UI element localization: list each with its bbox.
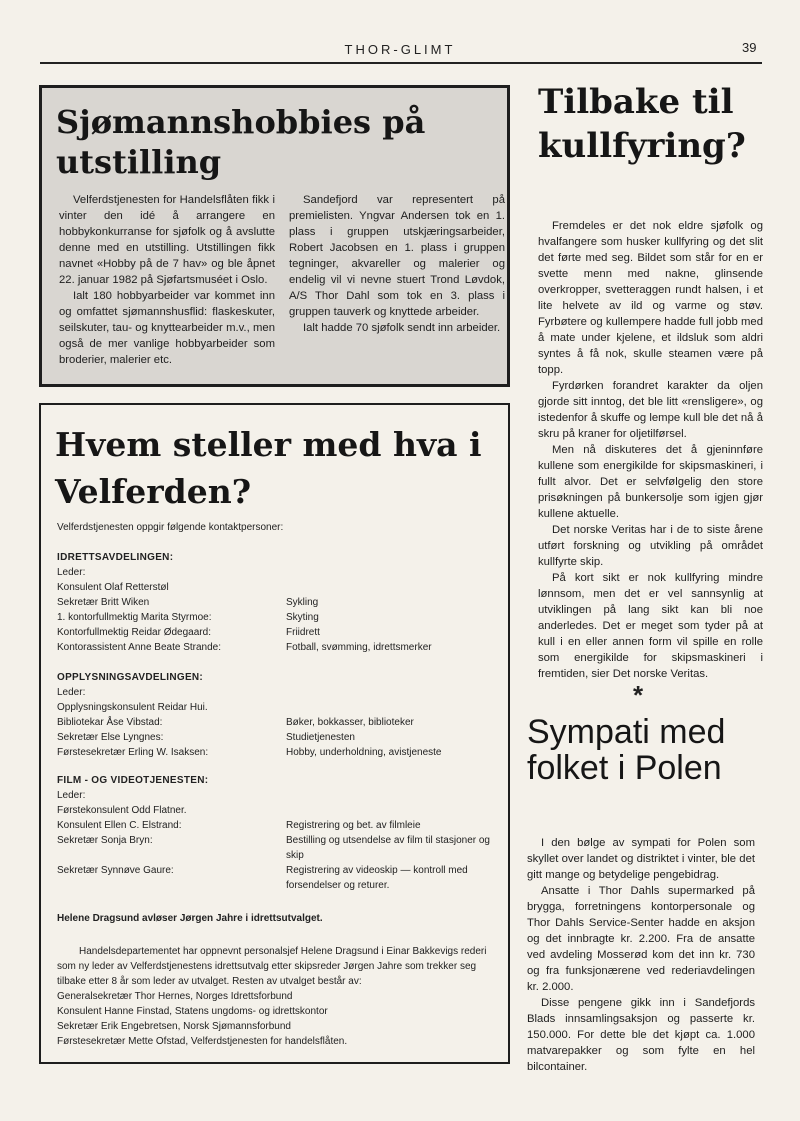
department-film-video: [57, 773, 497, 893]
committee-member: Generalsekretær Thor Hernes, Norges Idrettsforbund: [57, 991, 293, 1002]
paragraph: Ialt 180 hobbyarbeider var kommet inn og omfattet sjømannshusflid: flaskeskuter, seilskuter, tau- og knyttearbeider m.v., men også de mer vanlige hobbyarbeider som broderier, malerier etc.: [59, 290, 275, 366]
article-poland-title: Sympati med folket i Polen: [527, 713, 726, 787]
contact-task: Registrering og bet. av filmleie: [286, 820, 421, 831]
contact-row: [57, 803, 497, 818]
paragraph: Det norske Veritas har i de to siste årene utført forskning og utvikling på området kullfyrte skip.: [538, 524, 763, 568]
contact-row: [57, 715, 497, 730]
paragraph: Ialt hadde 70 sjøfolk sendt inn arbeider.: [303, 322, 501, 334]
contact-row: [57, 745, 497, 760]
contact-row: [57, 640, 497, 655]
contact-task: [286, 685, 497, 700]
article-hobby-body: [59, 192, 505, 382]
article-coal-body: [538, 218, 763, 682]
contact-name: 1. kontorfullmektig Marita Styrmoe:: [57, 612, 212, 623]
paragraph: Disse pengene gikk inn i Sandefjords Blads innsamlingsaksjon og passerte kr. 150.000. For dette ble det kjøpt ca. 1.000 matvarepakker og som fylte en hel bilcontainer.: [527, 997, 755, 1073]
header-rule: [40, 62, 762, 64]
contact-task: [286, 803, 497, 818]
article-coal-title: Tilbake til kullfyring?: [538, 82, 746, 166]
department-information: [57, 670, 497, 760]
article-poland-body: [527, 835, 755, 1075]
contact-task: Bestilling og utsendelse av film til stasjoner og skip: [286, 835, 490, 861]
contact-task: Friidrett: [286, 627, 320, 638]
article-hobby-title: Sjømannshobbies på utstilling: [56, 103, 426, 181]
article-contacts-title: Hvem steller med hva i Velferden?: [55, 425, 482, 511]
contact-row: [57, 788, 497, 803]
contact-task: [286, 700, 497, 715]
paragraph: Handelsdepartementet har oppnevnt personalsjef Helene Dragsund i Einar Bakkevigs rederi som ny leder av Velferdstjenestens idrettsutvalg etter skipsreder Jørgen Jahre som trekker seg tilbake etter 8 år som leder av utvalget. Resten av utvalget består av:: [57, 946, 487, 987]
contact-row: [57, 730, 497, 745]
committee-member: Konsulent Hanne Finstad, Statens ungdoms- og idrettskontor: [57, 1006, 328, 1017]
page-number: 39: [742, 40, 757, 55]
contact-task: [286, 565, 497, 580]
contact-name: Leder:: [57, 567, 86, 578]
contact-row: [57, 863, 497, 893]
contact-row: [57, 610, 497, 625]
paragraph: Fremdeles er det nok eldre sjøfolk og hvalfangere som husker kullfyring og det slit det førte med seg. Bildet som står for en er svette menn med nakne, glinsende overkropper, svetteraggen rundt halsen, i et lite helvete av ild og varme og støv. Fyrbøtere og kullempere hadde full jobb med å mate under kjelene, et ildsluk som aldri syntes å få nok, skulle steamen være på topp.: [538, 220, 763, 376]
contact-name: Leder:: [57, 687, 86, 698]
paragraph: I den bølge av sympati for Polen som skyllet over landet og distriktet i vinter, ble det gitt mange og betydelige pengebidrag.: [527, 837, 755, 881]
contact-row: [57, 833, 497, 863]
contact-row: [57, 818, 497, 833]
department-sports: [57, 550, 497, 655]
contact-row: [57, 700, 497, 715]
contact-name: Førstekonsulent Odd Flatner.: [57, 805, 187, 816]
department-heading: FILM - OG VIDEOTJENESTEN:: [57, 775, 209, 786]
contact-row: [57, 580, 497, 595]
replacement-text: [57, 944, 497, 1049]
running-head: THOR-GLIMT: [344, 42, 456, 57]
contact-task: [286, 788, 497, 803]
replacement-heading: Helene Dragsund avløser Jørgen Jahre i idrettsutvalget.: [57, 913, 323, 924]
contact-task: Registrering av videoskip — kontroll med forsendelser og returer.: [286, 865, 468, 891]
contact-name: Leder:: [57, 790, 86, 801]
paragraph: Sandefjord var representert på premielisten. Yngvar Andersen tok en 1. plass i gruppen utskjæringsarbeider, Robert Jacobsen en 1. plass i gruppen tegninger, akvareller og malerier og endelig vil vi nevne stuert Trond Løvdok, A/S Thor Dahl som tok en 3. plass i gruppen tauverk og knyttede arbeider.: [289, 194, 505, 318]
article-contacts-box: [39, 403, 510, 1064]
contact-task: Hobby, underholdning, avistjeneste: [286, 747, 442, 758]
contact-task: Bøker, bokkasser, biblioteker: [286, 717, 414, 728]
contact-task: Fotball, svømming, idrettsmerker: [286, 642, 432, 653]
paragraph: Men nå diskuteres det å gjeninnføre kullene som energikilde for skipsmaskineri, i fullt alvor. Det er selvfølgelig den store prisøkningen på bunkersolje som igjen gjør kullene aktuelle.: [538, 444, 763, 520]
contact-name: Førstesekretær Erling W. Isaksen:: [57, 747, 209, 758]
department-heading: IDRETTSAVDELINGEN:: [57, 552, 174, 563]
contact-task: Studietjenesten: [286, 732, 355, 743]
paragraph: Ansatte i Thor Dahls supermarked på brygga, forretningens kontorpersonale og Thor Dahls Service-Senter hadde en aksjon og det innbragte kr. 2.200. Fra de ansatte ved avdeling Mosserød kom det inn kr. 730 og fra funksjonærene ved rederiavdelingen kr. 2.000.: [527, 885, 755, 993]
contact-name: Sekretær Synnøve Gaure:: [57, 865, 174, 876]
contact-row: [57, 625, 497, 640]
paragraph: På kort sikt er nok kullfyring mindre lønnsom, men det er vel sannsynlig at utviklingen på lang sikt kan bli noe anderledes. Det er meget som tyder på at kull i en eller annen form vil spille en rolle som energikilde for skipsmaskineri i fremtiden, sier Det norske Veritas.: [538, 572, 763, 680]
article-hobby-box: [39, 85, 510, 387]
contact-row: [57, 595, 497, 610]
contact-name: Sekretær Britt Wiken: [57, 597, 150, 608]
contact-task: Skyting: [286, 612, 319, 623]
contact-name: Konsulent Ellen C. Elstrand:: [57, 820, 182, 831]
contact-name: Kontorfullmektig Reidar Ødegaard:: [57, 627, 211, 638]
paragraph: Fyrdørken forandret karakter da oljen gjorde sitt inntog, det ble litt «rensligere», og istedenfor å skuffe og lempe kull ble det nå å skru på kraner for oljetilførsel.: [538, 380, 763, 440]
contact-name: Sekretær Else Lyngnes:: [57, 732, 164, 743]
contact-name: Bibliotekar Åse Vibstad:: [57, 717, 163, 728]
contact-name: Opplysningskonsulent Reidar Hui.: [57, 702, 208, 713]
contact-name: Sekretær Sonja Bryn:: [57, 835, 153, 846]
contact-task: Sykling: [286, 597, 319, 608]
contact-row: [57, 565, 497, 580]
paragraph: Velferdstjenesten for Handelsflåten fikk i vinter den idé å arrangere en hobbykonkurranse for sjøfolk og å avslutte denne med en utstilling. Utstillingen fikk navnet «Hobby på de 7 hav» og ble åpnet 22. januar 1982 på Sjøfartsmuséet i Oslo.: [59, 194, 275, 286]
committee-member: Førstesekretær Mette Ofstad, Velferdstjenesten for handelsflåten.: [57, 1036, 348, 1047]
committee-member: Sekretær Erik Engebretsen, Norsk Sjømannsforbund: [57, 1021, 291, 1032]
contact-name: Konsulent Olaf Retterstøl: [57, 582, 169, 593]
contact-task: [286, 580, 497, 595]
contact-row: [57, 685, 497, 700]
contact-name: Kontorassistent Anne Beate Strande:: [57, 642, 221, 653]
article-contacts-intro: Velferdstjenesten oppgir følgende kontaktpersoner:: [57, 522, 284, 533]
department-heading: OPPLYSNINGSAVDELINGEN:: [57, 672, 204, 683]
section-separator: *: [633, 680, 644, 710]
